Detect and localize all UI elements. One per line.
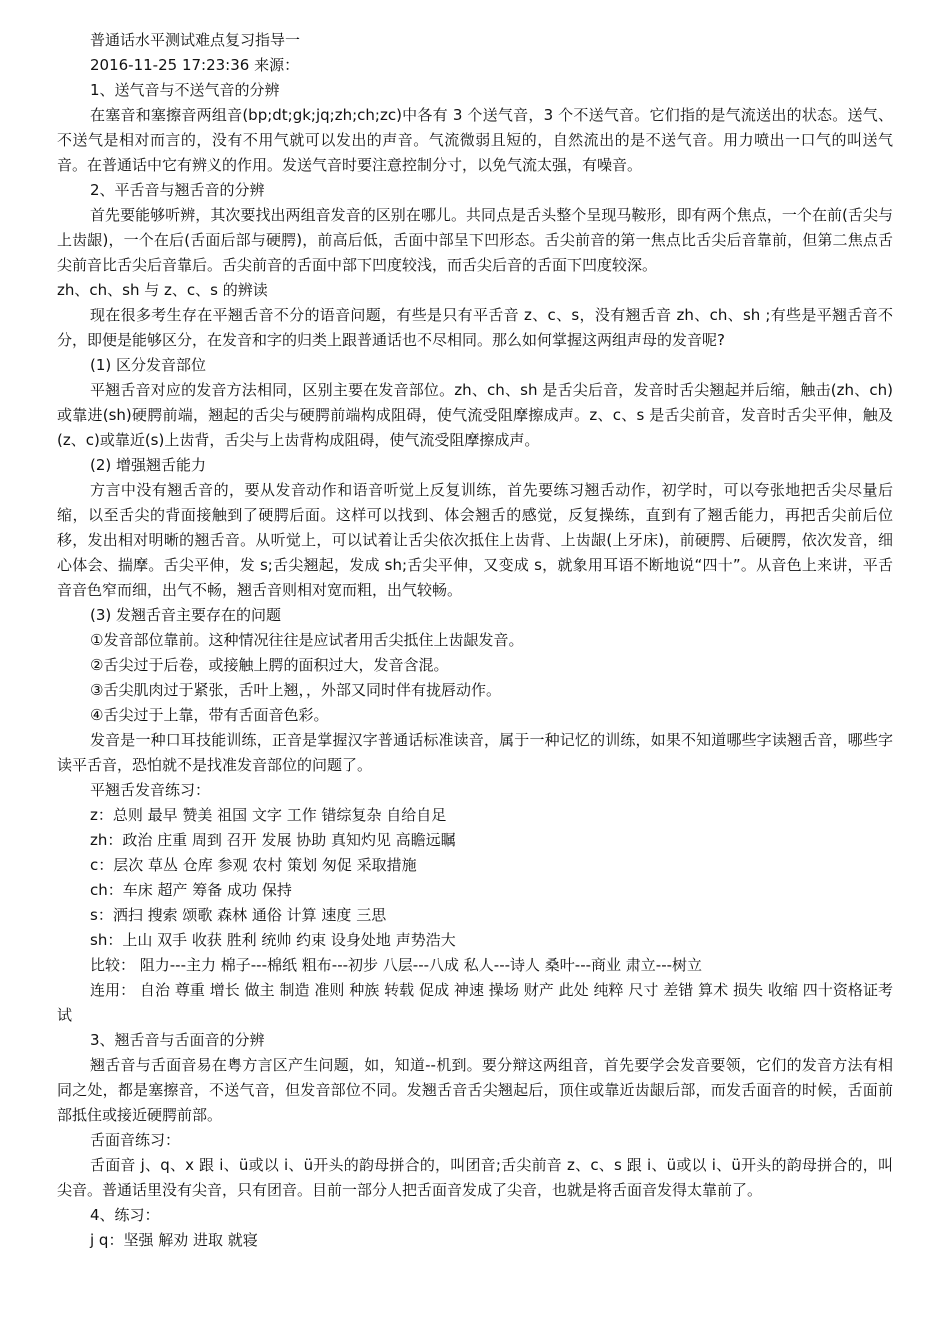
section-line: ③舌尖肌肉过于紧张，舌叶上翘，，外部又同时伴有拢唇动作。 (90, 681, 501, 699)
document-title: 普通话水平测试难点复习指导一 (90, 31, 301, 49)
section-line: (3) 发翘舌音主要存在的问题 (90, 606, 282, 624)
paragraph: 首先要能够听辨，其次要找出两组音发音的区别在哪儿。共同点是舌头整个呈现马鞍形，即有两个焦点，一个在前(舌尖与上齿龈)，一个在后(舌面后部与硬腭)，前高后低，舌面中部呈下凹形态。舌尖前音的第一焦点比舌尖后音靠前，但第二焦点舌尖前音比舌尖后音靠后。舌尖前音的舌面中部下凹度较浅，而舌尖后音的舌面下凹度较深。 (57, 206, 893, 274)
paragraph: 现在很多考生存在平翘舌音不分的语音问题，有些是只有平舌音 z、c、s，没有翘舌音 zh、ch、sh ;有些是平翘舌音不分，即便是能够区分，在发音和字的归类上跟普通话也不尽相同。那么如何掌握这两组声母的发音呢? (57, 306, 893, 349)
paragraph: 在塞音和塞擦音两组音(bp;dt;gk;jq;zh;ch;zc)中各有 3 个送气音，3 个不送气音。它们指的是气流送出的状态。送气、不送气是相对而言的，没有不用气就可以发出的声音。气流微弱且短的，自然流出的是不送气音。用力喷出一口气的叫送气音。在普通话中它有辨义的作用。发送气音时要注意控制分寸，以免气流太强，有噪音。 (57, 106, 893, 174)
paragraph: 舌面音 j、q、x 跟 i、ü或以 i、ü开头的韵母拼合的，叫团音;舌尖前音 z、c、s 跟 i、ü或以 i、ü开头的韵母拼合的，叫尖音。普通话里没有尖音，只有团音。目前一部分人把舌面音发成了尖音，也就是将舌面音发得太靠前了。 (57, 1156, 893, 1199)
paragraph: 平翘舌音对应的发音方法相同，区别主要在发音部位。zh、ch、sh 是舌尖后音，发音时舌尖翘起并后缩，触击(zh、ch)或靠进(sh)硬腭前端，翘起的舌尖与硬腭前端构成阻碍，使气流受阻摩擦成声。z、c、s 是舌尖前音，发音时舌尖平伸，触及(z、c)或靠近(s)上齿背，舌尖与上齿背构成阻碍，使气流受阻摩擦成声。 (57, 381, 893, 449)
document-body (57, 78, 893, 1253)
section-line: 平翘舌发音练习： (90, 781, 211, 799)
section-line: z：总则 最早 赞美 祖国 文字 工作 错综复杂 自给自足 (90, 806, 447, 824)
section-line: j q：坚强 解劝 进取 就寝 (90, 1231, 258, 1249)
section-line: zh：政治 庄重 周到 召开 发展 协助 真知灼见 高瞻远瞩 (90, 831, 456, 849)
section-line: ch：车床 超产 筹备 成功 保持 (90, 881, 292, 899)
section-line: 比较： 阻力---主力 棉子---棉纸 粗布---初步 八层---八成 私人---诗人 桑叶---商业 肃立---树立 (90, 956, 703, 974)
section-line: ①发音部位靠前。这种情况往往是应试者用舌尖抵住上齿龈发音。 (90, 631, 524, 649)
section-line: 1、送气音与不送气音的分辨 (90, 81, 280, 99)
section-line: c：层次 草丛 仓库 参观 农村 策划 匆促 采取措施 (90, 856, 417, 874)
section-line: 4、练习： (90, 1206, 160, 1224)
section-line: sh：上山 双手 收获 胜利 统帅 约束 设身处地 声势浩大 (90, 931, 456, 949)
section-line: (2) 增强翘舌能力 (90, 456, 207, 474)
paragraph: 翘舌音与舌面音易在粤方言区产生问题，如，知道--机到。要分辩这两组音，首先要学会发音要领，它们的发音方法有相同之处，都是塞擦音，不送气音，但发音部位不同。发翘舌音舌尖翘起后，顶住或靠近齿龈后部，而发舌面音的时候，舌面前部抵住或接近硬腭前部。 (57, 1056, 893, 1124)
section-line: ②舌尖过于后卷，或接触上腭的面积过大，发音含混。 (90, 656, 449, 674)
section-line: 2、平舌音与翘舌音的分辨 (90, 181, 265, 199)
paragraph: 方言中没有翘舌音的，要从发音动作和语音听觉上反复训练，首先要练习翘舌动作，初学时，可以夸张地把舌尖尽量后缩，以至舌尖的背面接触到了硬腭后面。这样可以找到、体会翘舌的感觉，反复操练，直到有了翘舌能力，再把舌尖前后位移，发出相对明晰的翘舌音。从听觉上，可以试着让舌尖依次抵住上齿背、上齿龈(上牙床)，前硬腭、后硬腭，依次发音，细心体会、揣摩。舌尖平伸，发 s;舌尖翘起，发成 sh;舌尖平伸，又变成 s，就象用耳语不断地说“四十”。从音色上来讲，平舌音音色窄而细，出气不畅，翘舌音则相对宽而粗，出气较畅。 (57, 481, 893, 599)
paragraph: 发音是一种口耳技能训练，正音是掌握汉字普通话标准读音，属于一种记忆的训练，如果不知道哪些字读翘舌音，哪些字读平舌音，恐怕就不是找准发音部位的问题了。 (57, 731, 893, 774)
section-line: ④舌尖过于上靠，带有舌面音色彩。 (90, 706, 329, 724)
section-line: s：洒扫 搜索 颂歌 森林 通俗 计算 速度 三思 (90, 906, 387, 924)
section-line: 舌面音练习： (90, 1131, 181, 1149)
document-meta: 2016-11-25 17:23:36 来源： (90, 56, 300, 74)
section-line: 3、翘舌音与舌面音的分辨 (90, 1031, 265, 1049)
subheading-line: zh、ch、sh 与 z、c、s 的辨读 (57, 281, 268, 299)
paragraph: 连用： 自治 尊重 增长 做主 制造 准则 种族 转载 促成 神速 操场 财产 此处 纯粹 尺寸 差错 算术 损失 收缩 四十资格证考试 (57, 981, 893, 1024)
section-line: (1) 区分发音部位 (90, 356, 207, 374)
